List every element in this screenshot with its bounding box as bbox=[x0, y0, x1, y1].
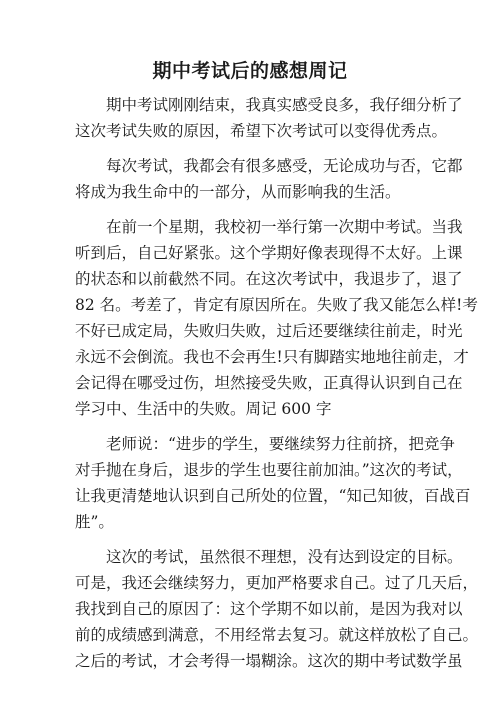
paragraph-line: 前的成绩感到满意，不用经常去复习。就这样放松了自己。 bbox=[75, 626, 479, 644]
paragraph bbox=[75, 544, 479, 674]
paragraph-line: 会记得在哪受过伤，坦然接受失败，正真得认识到自己在 bbox=[75, 374, 463, 392]
paragraph-line: 听到后，自己好紧张。这个学期好像表现得不太好。上课 bbox=[75, 244, 463, 262]
paragraph-line: 将成为我生命中的一部分，从而影响我的生活。 bbox=[75, 183, 401, 201]
paragraph-line: 永远不会倒流。我也不会再生!只有脚踏实地地往前走，才 bbox=[75, 348, 469, 366]
paragraph-line: 让我更清楚地认识到自己所处的位置，“知己知彼，百战百 bbox=[75, 487, 471, 505]
paragraph-line: 对手抛在身后，退步的学生也要往前加油。”这次的考试， bbox=[75, 461, 463, 479]
paragraph-line: 可是，我还会继续努力，更加严格要求自己。过了几天后， bbox=[75, 574, 479, 592]
paragraph bbox=[75, 153, 463, 205]
paragraph-line: 这次的考试，虽然很不理想，没有达到设定的目标。 bbox=[106, 548, 463, 566]
paragraph-line: 之后的考试，才会考得一塌糊涂。这次的期中考试数学虽 bbox=[75, 652, 463, 670]
paragraph-line: 学习中、生活中的失败。周记 600 字 bbox=[75, 400, 332, 418]
paragraph-line: 每次考试，我都会有很多感受，无论成功与否，它都 bbox=[106, 157, 463, 175]
document-body bbox=[75, 92, 479, 683]
paragraph-line: 我找到自己的原因了：这个学期不如以前，是因为我对以 bbox=[75, 600, 463, 618]
paragraph bbox=[75, 214, 478, 422]
paragraph-line: 不好已成定局，失败归失败，过后还要继续往前走，时光 bbox=[75, 322, 463, 340]
paragraph bbox=[75, 92, 463, 144]
paragraph-line: 胜”。 bbox=[75, 513, 114, 531]
paragraph-line: 老师说：“进步的学生，要继续努力往前挤，把竞争 bbox=[106, 435, 455, 453]
paragraph-line: 期中考试刚刚结束，我真实感受良多，我仔细分析了 bbox=[106, 96, 463, 114]
page-title: 期中考试后的感想周记 bbox=[152, 60, 348, 82]
paragraph-line: 的状态和以前截然不同。在这次考试中，我退步了，退了 bbox=[75, 270, 463, 288]
paragraph-line: 在前一个星期，我校初一举行第一次期中考试。当我 bbox=[106, 218, 463, 236]
paragraph-line: 82 名。考差了，肯定有原因所在。失败了我又能怎么样!考 bbox=[75, 296, 478, 314]
paragraph-line: 这次考试失败的原因，希望下次考试可以变得优秀点。 bbox=[75, 122, 448, 140]
paragraph bbox=[75, 431, 471, 535]
